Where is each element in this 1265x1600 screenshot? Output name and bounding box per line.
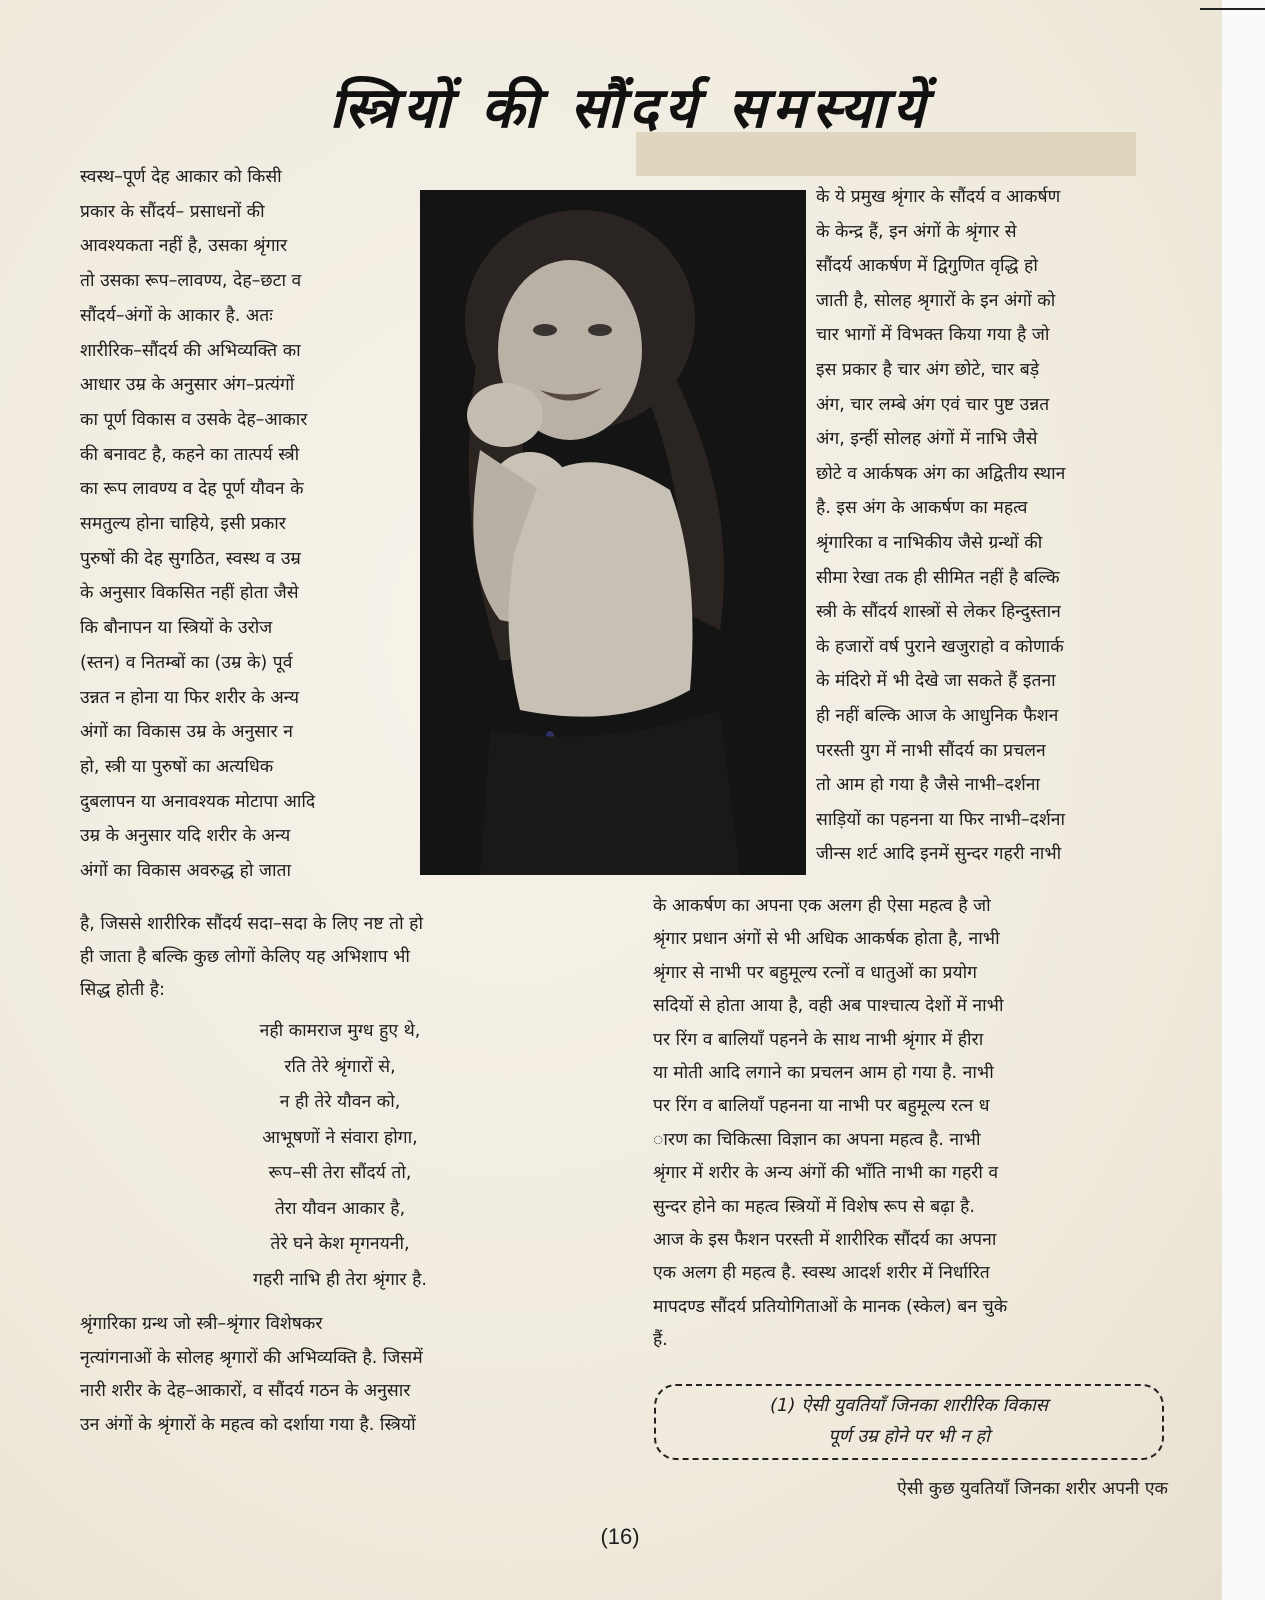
article-title: स्त्रियों की सौंदर्य समस्यायें — [329, 75, 931, 141]
poem-line: तेरे घने केश मृगनयनी, — [270, 1234, 410, 1254]
poem-line: गहरी नाभि ही तेरा श्रृंगार है. — [252, 1269, 427, 1290]
poem-line: रति तेरे श्रृंगारों से, — [284, 1056, 396, 1077]
left-column-text: स्वस्थ–पूर्ण देह आकार को किसी प्रकार के सौंदर्य– प्रसाधनों की आवश्यकता नहीं है, उसका श्रृंगार तो उसका रूप–लावण्य, देह–छटा व सौंदर्य–अंगों के आकार है. अतः शारीरिक–सौंदर्य की अभिव्यक्ति का आधार उम्र के अनुसार अंग–प्रत्यंगों का पूर्ण विकास व उसके देह–आकार की बनावट है, कहने का तात्पर्य स्त्री का रूप लावण्य व देह पूर्ण यौवन के समतुल्य होना चाहिये, इसी प्रकार पुरुषों की देह सुगठित, स्वस्थ व उम्र के अनुसार विकसित नहीं होता जैसे कि बौनापन या स्त्रियों के उरोज (स्तन) व नितम्बों का (उम्र के) पूर्व उन्नत न होना या फिर शरीर के अन्य अंगों का विकास उम्र के अनुसार न हो, स्त्री या पुरुषों का अत्यधिक दुबलापन या अनावश्यक मोटापा आदि उम्र के अनुसार यदि शरीर के अन्य अंगों का विकास अवरुद्ध हो जाता — [80, 167, 316, 882]
left-bottom-text-block — [80, 1308, 592, 1442]
subheading-text: (1) ऐसी युवतियाँ जिनका शारीरिक विकास पूर्ण उम्र होने पर भी न हो — [770, 1395, 1048, 1447]
photo — [420, 190, 806, 875]
page-margin — [1222, 0, 1265, 1600]
poem-line: तेरा यौवन आकार है, — [274, 1198, 406, 1219]
continuation-line: ऐसी कुछ युवतियाँ जिनका शरीर अपनी एक — [897, 1479, 1168, 1499]
left-bottom-text: श्रृंगारिका ग्रन्थ जो स्त्री–श्रृंगार विशेषकर नृत्यांगनाओं के सोलह श्रृगारों की अभिव्यक्ति है. जिसमें नारी शरीर के देह–आकारों, व सौंदर्य गठन के अनुसार उन अंगों के श्रृंगारों के महत्व को दर्शाया गया है. स्त्रियों — [80, 1314, 423, 1435]
right-wide-text-block — [653, 890, 1168, 1358]
left-column — [80, 160, 412, 889]
left-wide-text: है, जिससे शारीरिक सौंदर्य सदा–सदा के लिए नष्ट तो हो ही जाता है बल्कि कुछ लोगों केलिए यह अभिशाप भी सिद्ध होती है: — [80, 914, 423, 1000]
right-column — [816, 180, 1168, 872]
left-wide-text-block — [80, 908, 592, 1007]
poem-line: आभूषणों ने संवारा होगा, — [262, 1127, 418, 1148]
photo-illustration — [420, 190, 806, 875]
edge-line — [1200, 8, 1265, 10]
poem-line: नही कामराज मुग्ध हुए थे, — [259, 1021, 421, 1041]
page-number: (16) — [600, 1524, 640, 1549]
poem-line: न ही तेरे यौवन को, — [279, 1092, 401, 1112]
poem-line: रूप–सी तेरा सौंदर्य तो, — [268, 1163, 412, 1183]
right-column-text: के ये प्रमुख श्रृंगार के सौंदर्य व आकर्षण के केन्द्र हैं, इन अंगों के श्रृंगार से सौंदर्य आकर्षण में द्विगुणित वृद्धि हो जाती है, सोलह श्रृगारों के इन अंगों को चार भागों में विभक्त किया गया है जो इस प्रकार है चार अंग छोटे, चार बड़े अंग, चार लम्बे अंग एवं चार पुष्ट उन्नत अंग, इन्हीं सोलह अंगों में नाभि जैसे छोटे व आर्कषक अंग का अद्वितीय स्थान है. इस अंग के आकर्षण का महत्व श्रृंगारिका व नाभिकीय जैसे ग्रन्थों की सीमा रेखा तक ही सीमित नहीं है बल्कि स्त्री के सौंदर्य शास्त्रों से लेकर हिन्दुस्तान के हजारों वर्ष पुराने खजुराहो व कोणार्क के मंदिरो में भी देखे जा सकते हैं इतना ही नहीं बल्कि आज के आधुनिक फैशन परस्ती युग में नाभी सौंदर्य का प्रचलन तो आम हो गया है जैसे नाभी–दर्शना साड़ियों का पहनना या फिर नाभी–दर्शना जीन्स शर्ट आदि इनमें सुन्दर गहरी नाभी — [816, 187, 1066, 865]
poem — [160, 1014, 520, 1298]
section-subheading — [654, 1384, 1164, 1460]
right-wide-text: के आकर्षण का अपना एक अलग ही ऐसा महत्व है जो श्रृंगार प्रधान अंगों से भी अधिक आकर्षक होता है, नाभी श्रृंगार से नाभी पर बहुमूल्य रत्नों व धातुओं का प्रयोग सदियों से होता आया है, वही अब पाश्चात्य देशों में नाभी पर रिंग व बालियाँ पहनने के साथ नाभी श्रृंगार में हीरा या मोती आदि लगाने का प्रचलन आम हो गया है. नाभी पर रिंग व बालियाँ पहनना या नाभी पर बहुमूल्य रत्न ध ारण का चिकित्सा विज्ञान का अपना महत्व है. नाभी श्रृंगार में शरीर के अन्य अंगों की भाँति नाभी का गहरी व सुन्दर होने का महत्व स्त्रियों में विशेष रूप से बढ़ा है. आज के इस फैशन परस्ती में शारीरिक सौंदर्य का अपना एक अलग ही महत्व है. स्वस्थ आदर्श शरीर में निर्धारित मापदण्ड सौंदर्य प्रतियोगिताओं के मानक (स्केल) बन चुके हैं. — [653, 896, 1008, 1351]
